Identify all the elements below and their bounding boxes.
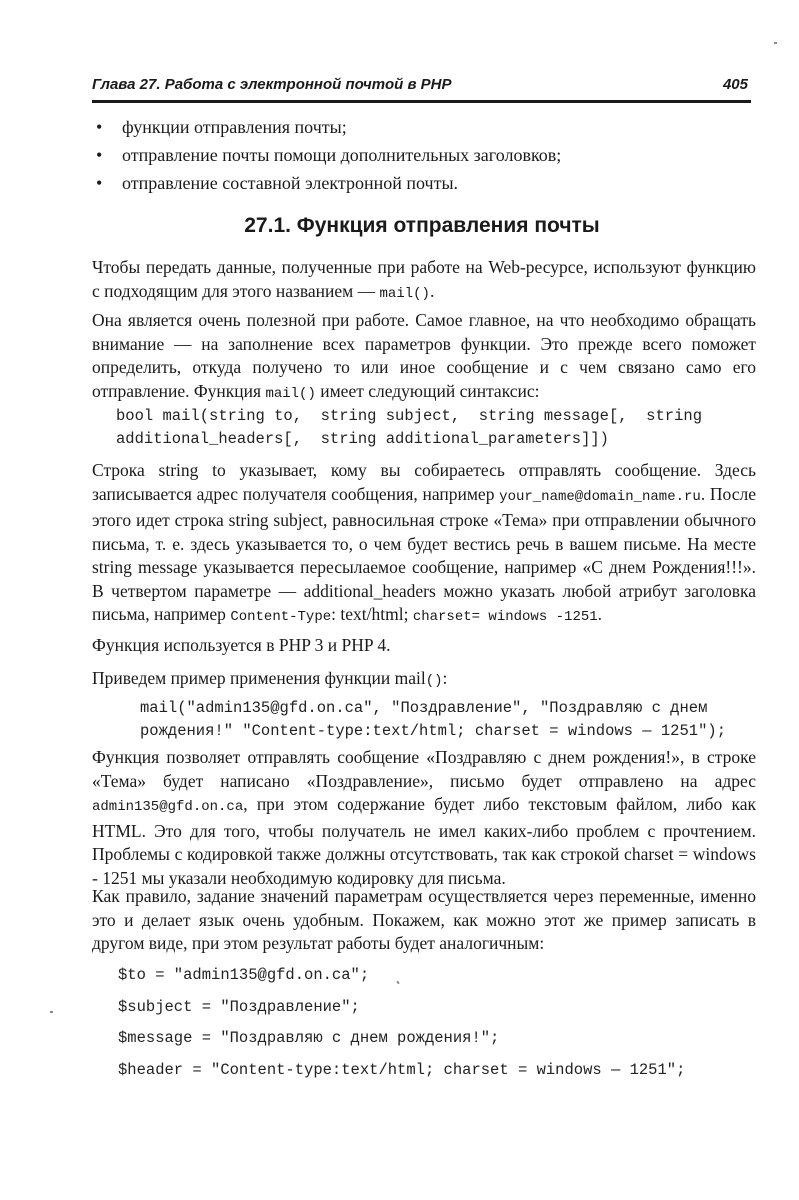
list-item <box>92 113 752 141</box>
paragraph-explanation <box>92 746 756 890</box>
code-line-to: $to = "admin135@gfd.on.ca"; <box>118 966 370 984</box>
bullet-icon: • <box>96 173 103 193</box>
code-line-header: $header = "Content-type:text/html; charset = windows — 1251"; <box>118 1061 686 1079</box>
paragraph-text: : text/html; <box>331 604 413 624</box>
paragraph-text: Приведем пример применения функции mail <box>92 668 426 688</box>
page-number: 405 <box>722 76 748 93</box>
paragraph-text: : <box>442 668 448 688</box>
paragraph-variables: Как правило, задание значений параметрам осуществляется через переменные, именно это и делает язык очень удобным. Покажем, как можно этот же пример записать в другом виде, при этом результат работы будет аналогичным: <box>92 886 756 953</box>
paragraph-description <box>92 309 756 406</box>
paragraph-text: Строка string to указывает, кому вы собираетесь отправлять сообщение. Здесь записывается адрес получателя сообщения, например <box>92 460 756 504</box>
bullet-icon: • <box>96 145 103 165</box>
bullet-icon: • <box>96 117 103 137</box>
inline-code: Content-Type <box>230 609 332 625</box>
paragraph-text: Она является очень полезной при работе. Самое главное, на что необходимо обращать внимание — на заполнение всех параметров функции. Это прежде всего поможет определить, откуда получено то или иное сообщение и с чем связано само его отправление. Функция <box>92 310 756 401</box>
list-item-text: функции отправления почты; <box>122 117 347 137</box>
paragraph-text: Функция позволяет отправлять сообщение «Поздравляю с днем рождения!», в строке «Тема» будет написано «Поздравление», письмо будет отправлено на адрес <box>92 747 756 791</box>
paragraph-parameters <box>92 459 756 630</box>
paragraph-example-intro <box>92 667 756 694</box>
syntax-code-block: bool mail(string to, string subject, string message[, string additional_headers[, string additional_parameters]]) <box>116 407 702 448</box>
paragraph-text: , при этом содержание будет либо текстовым файлом, либо как HTML. Это для того, чтобы получатель не имел каких-либо проблем с прочтением. Проблемы с кодировкой также должны отсутствовать, так как строкой charset = windows - 1251 мы указали необходимую кодировку для письма. <box>92 794 756 888</box>
inline-code: () <box>425 673 443 689</box>
chapter-title: Глава 27. Работа с электронной почтой в PHP <box>92 76 452 93</box>
code-line-message: $message = "Поздравляю с днем рождения!"; <box>118 1029 500 1047</box>
feature-list <box>92 113 752 197</box>
paragraph-intro <box>92 256 756 306</box>
scan-speck <box>396 981 399 985</box>
list-item <box>92 141 752 169</box>
code-line-subject: $subject = "Поздравление"; <box>118 998 360 1016</box>
paragraph-php-versions: Функция используется в PHP 3 и PHP 4. <box>92 635 391 655</box>
scan-speck <box>50 1011 53 1013</box>
header-rule <box>92 100 751 103</box>
inline-code: your_name@domain_name.ru <box>499 488 701 505</box>
inline-code: admin135@gfd.on.ca <box>92 799 244 815</box>
paragraph-text: имеет следующий синтаксис: <box>315 380 540 401</box>
list-item <box>92 169 752 197</box>
inline-code: mail() <box>379 285 430 302</box>
list-item-text: отправление почты помощи дополнительных заголовков; <box>122 145 562 165</box>
running-head <box>92 76 748 98</box>
scan-speck <box>774 42 777 44</box>
paragraph-text: . <box>597 604 603 624</box>
example-code-block: mail("admin135@gfd.on.ca", "Поздравление", "Поздравляю с днем рождения!" "Content-type:text/html; charset = windows — 1251"); <box>140 699 726 740</box>
list-item-text: отправление составной электронной почты. <box>122 173 459 193</box>
paragraph-text: . <box>429 280 435 301</box>
inline-code: mail() <box>265 385 316 402</box>
paragraph-text: . После этого идет строка string subject, равносильная строке «Тема» при отправлении обычного письма, т. е. здесь указывается то, о чем будет вестись речь в вашем письме. На месте string message указывается пересылаемое сообщение, например «С днем Рождения!!!». В четвертом параметре — additional_headers можно указать любой атрибут заголовка письма, например <box>92 483 756 624</box>
paragraph-text: Чтобы передать данные, полученные при работе на Web-ресурсе, используют функцию с подходящим для этого названием — <box>92 257 756 301</box>
inline-code: charset= windows -1251 <box>412 609 598 625</box>
section-heading: 27.1. Функция отправления почты <box>244 214 600 237</box>
